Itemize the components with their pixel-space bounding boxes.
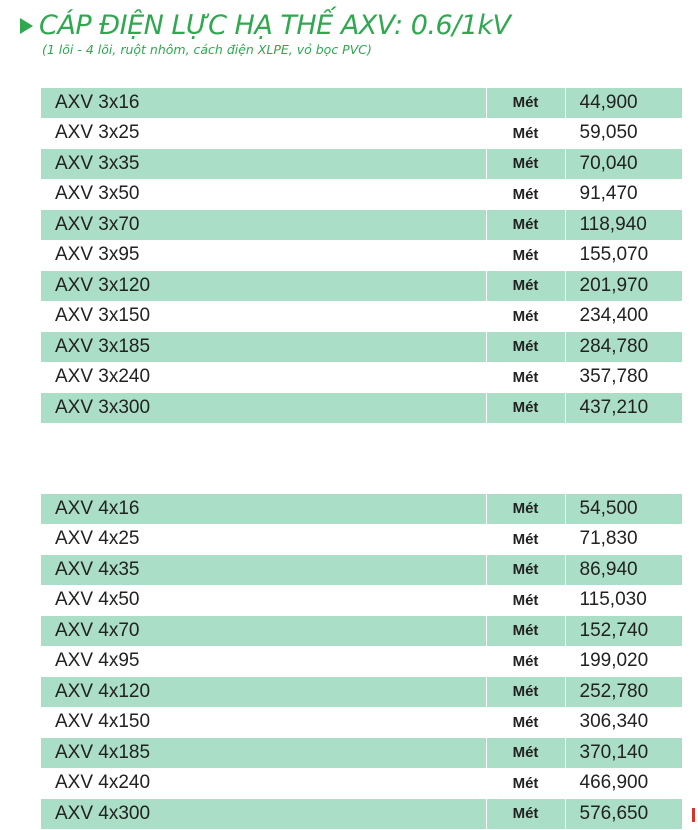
price-cell: 118,940 [565,210,682,241]
unit-cell: Mét [486,707,565,738]
table-row [41,555,682,586]
price-cell: 466,900 [565,768,682,799]
product-name-cell: AXV 4x70 [41,616,486,647]
price-cell: 252,780 [565,677,682,708]
table-row [41,494,682,524]
product-name-cell: AXV 4x300 [41,799,486,830]
header [20,10,690,57]
product-name-cell: AXV 4x95 [41,646,486,677]
price-cell: 234,400 [565,301,682,332]
table-row [41,118,682,149]
price-cell: 155,070 [565,240,682,271]
unit-cell: Mét [486,179,565,210]
unit-cell: Mét [486,585,565,616]
price-cell: 199,020 [565,646,682,677]
product-name-cell: AXV 3x35 [41,149,486,180]
price-cell: 437,210 [565,393,682,424]
table-row [41,210,682,241]
product-name-cell: AXV 3x240 [41,362,486,393]
unit-cell: Mét [486,799,565,830]
unit-cell: Mét [486,616,565,647]
table-row [41,88,682,118]
table-row [41,738,682,769]
product-name-cell: AXV 4x35 [41,555,486,586]
product-name-cell: AXV 3x70 [41,210,486,241]
price-table-body [41,88,682,423]
price-cell: 59,050 [565,118,682,149]
unit-cell: Mét [486,646,565,677]
price-table-3-core [41,88,682,424]
unit-cell: Mét [486,738,565,769]
price-cell: 91,470 [565,179,682,210]
table-row [41,616,682,647]
unit-cell: Mét [486,494,565,524]
table-row [41,799,682,830]
table-row [41,301,682,332]
unit-cell: Mét [486,332,565,363]
unit-cell: Mét [486,88,565,118]
unit-cell: Mét [486,555,565,586]
unit-cell: Mét [486,393,565,424]
product-name-cell: AXV 4x240 [41,768,486,799]
unit-cell: Mét [486,149,565,180]
table-row [41,271,682,302]
product-name-cell: AXV 3x300 [41,393,486,424]
product-name-cell: AXV 3x150 [41,301,486,332]
triangle-bullet-icon [20,18,33,34]
price-cell: 152,740 [565,616,682,647]
price-cell: 54,500 [565,494,682,524]
unit-cell: Mét [486,362,565,393]
product-name-cell: AXV 3x120 [41,271,486,302]
product-name-cell: AXV 4x120 [41,677,486,708]
table-row [41,149,682,180]
table-row [41,646,682,677]
product-name-cell: AXV 3x25 [41,118,486,149]
unit-cell: Mét [486,271,565,302]
unit-cell: Mét [486,768,565,799]
unit-cell: Mét [486,118,565,149]
price-cell: 306,340 [565,707,682,738]
product-name-cell: AXV 4x50 [41,585,486,616]
table-row [41,393,682,424]
price-cell: 370,140 [565,738,682,769]
table-row [41,585,682,616]
unit-cell: Mét [486,240,565,271]
price-cell: 71,830 [565,524,682,555]
table-row [41,179,682,210]
price-cell: 86,940 [565,555,682,586]
table-row [41,707,682,738]
page-subtitle: (1 lõi - 4 lõi, ruột nhôm, cách điện XLPE, vỏ bọc PVC) [42,42,372,57]
price-table-body [41,494,682,829]
table-row [41,332,682,363]
product-name-cell: AXV 3x185 [41,332,486,363]
price-cell: 44,900 [565,88,682,118]
price-cell: 357,780 [565,362,682,393]
price-cell: 70,040 [565,149,682,180]
price-table-4-core [41,494,682,830]
table-row [41,240,682,271]
product-name-cell: AXV 3x16 [41,88,486,118]
table-row [41,768,682,799]
unit-cell: Mét [486,210,565,241]
product-name-cell: AXV 4x185 [41,738,486,769]
product-name-cell: AXV 3x95 [41,240,486,271]
price-cell: 201,970 [565,271,682,302]
unit-cell: Mét [486,301,565,332]
product-name-cell: AXV 3x50 [41,179,486,210]
price-cell: 115,030 [565,585,682,616]
product-name-cell: AXV 4x150 [41,707,486,738]
product-name-cell: AXV 4x25 [41,524,486,555]
table-row [41,524,682,555]
price-cell: 576,650 [565,799,682,830]
unit-cell: Mét [486,677,565,708]
product-name-cell: AXV 4x16 [41,494,486,524]
price-cell: 284,780 [565,332,682,363]
title-row [20,10,690,40]
page-title: CÁP ĐIỆN LỰC HẠ THẾ AXV: 0.6/1kV [39,9,511,41]
table-row [41,677,682,708]
table-row [41,362,682,393]
edge-marker [692,808,695,822]
unit-cell: Mét [486,524,565,555]
